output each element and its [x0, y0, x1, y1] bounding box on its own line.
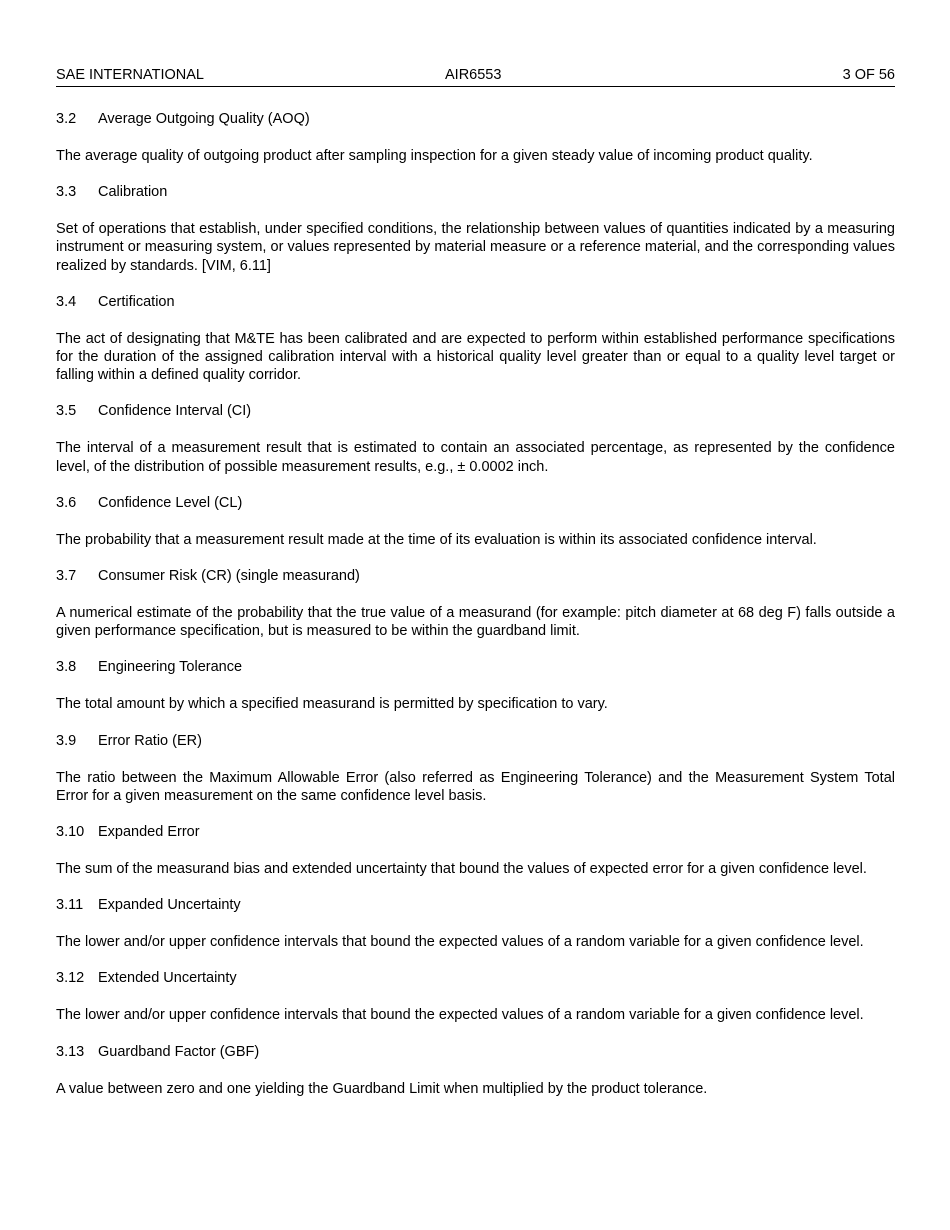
section-number: 3.12: [56, 970, 85, 987]
section-body: The act of designating that M&TE has been calibrated and are expected to perform within established performance specifications for the duration of the assigned calibration interval with a historical quality level greater than or equal to a quality level target or falling within a defined quality corridor.: [56, 330, 895, 384]
section-3-5: [56, 402, 895, 475]
section-number: 3.10: [56, 824, 85, 841]
section-title: Confidence Interval (CI): [98, 403, 252, 420]
section-number: 3.5: [56, 403, 77, 420]
section-title: Certification: [98, 293, 175, 310]
section-3-8: [56, 658, 895, 713]
section-3-11: [56, 896, 895, 951]
section-number: 3.13: [56, 1043, 85, 1060]
section-number: 3.8: [56, 659, 77, 676]
section-title: Calibration: [98, 184, 168, 201]
section-title: Confidence Level (CL): [98, 494, 243, 511]
section-body: The sum of the measurand bias and extended uncertainty that bound the values of expected error for a given confidence level.: [56, 861, 867, 878]
section-body: The total amount by which a specified measurand is permitted by specification to vary.: [56, 696, 608, 713]
section-heading: [56, 402, 895, 420]
section-number: 3.3: [56, 184, 77, 201]
section-title: Engineering Tolerance: [98, 659, 243, 676]
header-document-id: AIR6553: [445, 67, 502, 83]
section-number: 3.4: [56, 293, 77, 310]
section-body: The average quality of outgoing product after sampling inspection for a given steady value of incoming product quality.: [56, 148, 813, 164]
section-heading: [56, 732, 895, 750]
section-title: Error Ratio (ER): [98, 732, 202, 749]
section-title: Guardband Factor (GBF): [98, 1043, 260, 1060]
section-number: 3.2: [56, 111, 77, 127]
header-page-indicator: 3 OF 56: [842, 67, 895, 83]
section-heading: [56, 567, 895, 585]
section-heading: [56, 110, 895, 128]
section-body: The lower and/or upper confidence intervals that bound the expected values of a random variable for a given confidence level.: [56, 1007, 864, 1024]
section-number: 3.9: [56, 732, 77, 749]
section-heading: [56, 1043, 895, 1061]
section-3-6: [56, 494, 895, 549]
section-body: Set of operations that establish, under specified conditions, the relationship between values of quantities indicated by a measuring instrument or measuring system, or values represented by material measure or a reference material, and the corresponding values realized by standards. [VIM, 6.11]: [56, 221, 895, 274]
section-3-13: [56, 1043, 895, 1098]
section-heading: [56, 823, 895, 841]
section-body: A numerical estimate of the probability that the true value of a measurand (for example: pitch diameter at 68 deg F) falls outside a given performance specification, but is measured to be within the guardband limit.: [56, 605, 895, 640]
section-3-9: [56, 732, 895, 805]
section-heading: [56, 896, 895, 914]
section-title: Average Outgoing Quality (AOQ): [98, 111, 310, 127]
section-3-12: [56, 969, 895, 1024]
section-number: 3.11: [56, 897, 84, 914]
section-body: A value between zero and one yielding the Guardband Limit when multiplied by the product tolerance.: [56, 1080, 708, 1097]
header-organization: SAE INTERNATIONAL: [56, 67, 204, 83]
section-title: Expanded Error: [98, 824, 200, 841]
definitions-list: [56, 110, 895, 1098]
section-title: Expanded Uncertainty: [98, 897, 241, 914]
running-header: [56, 66, 895, 87]
section-heading: [56, 494, 895, 512]
section-body: The probability that a measurement result made at the time of its evaluation is within its associated confidence interval.: [56, 531, 817, 548]
section-3-7: [56, 567, 895, 640]
section-body: The interval of a measurement result that is estimated to contain an associated percentage, as represented by the confidence level, of the distribution of possible measurement results, e.g., ± 0.0002 inch.: [56, 440, 895, 475]
section-title: Consumer Risk (CR) (single measurand): [98, 568, 360, 585]
section-body: The lower and/or upper confidence intervals that bound the expected values of a random variable for a given confidence level.: [56, 934, 864, 951]
section-3-3: [56, 183, 895, 275]
document-page: [56, 66, 895, 1116]
section-3-10: [56, 823, 895, 878]
section-3-2: [56, 110, 895, 165]
section-number: 3.7: [56, 568, 77, 585]
section-3-4: [56, 293, 895, 385]
section-heading: [56, 658, 895, 676]
section-number: 3.6: [56, 494, 77, 511]
section-heading: [56, 969, 895, 987]
section-title: Extended Uncertainty: [98, 970, 237, 987]
section-heading: [56, 183, 895, 201]
section-body: The ratio between the Maximum Allowable Error (also referred as Engineering Tolerance) and the Measurement System Total Error for a given measurement on the same confidence level basis.: [56, 769, 895, 804]
section-heading: [56, 293, 895, 311]
